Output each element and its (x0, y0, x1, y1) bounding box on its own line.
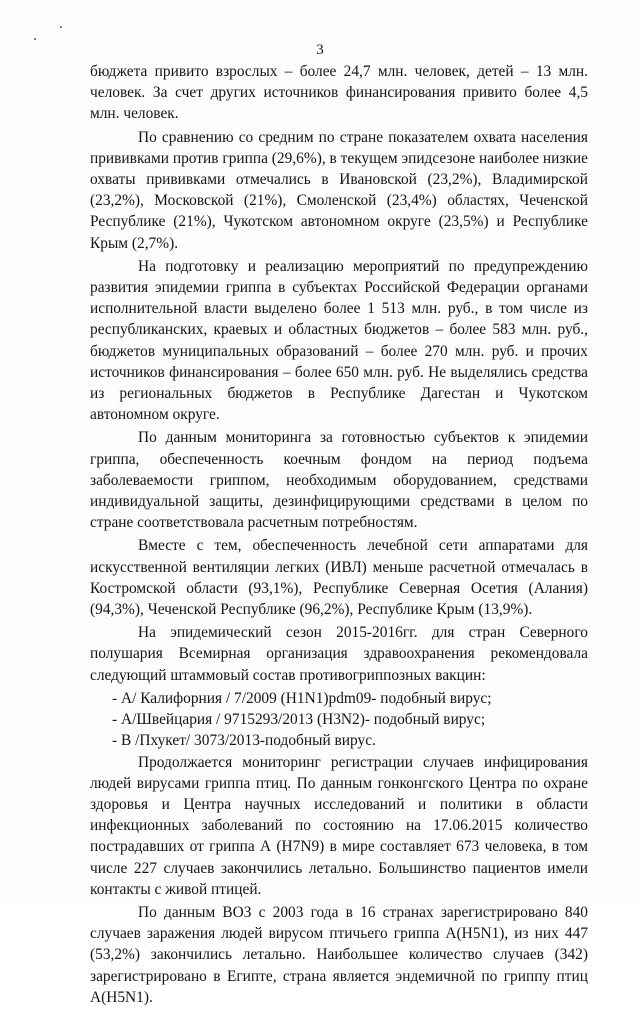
paragraph-ventilators: Вместе с тем, обеспеченность лечебной сети аппаратами для искусственной вентиляции легких (ИВЛ) меньше расчетной отмечалась в Костромской области (93,1%), Республике Северная Осетия (Алания) (94,3%), Чеченской Республике (96,2%), Республике Крым (13,9%). (90, 537, 588, 619)
strain-list-item: - А/ Калифорния / 7/2009 (H1N1)pdm09- подобный вирус; (112, 689, 492, 707)
page-number: 3 (316, 42, 324, 58)
paragraph-coverage-comparison: По сравнению со средним по стране показателем охвата населения прививками против гриппа (29,6%), в текущем эпидсезоне наиболее низкие охваты прививками отмечались в Ивановской (23,2%), Владимирской (23,2%), Московской (21%), Смоленской (23,4%) областях, Чеченской Республике (21%), Чукотском автономном округе (23,5%) и Республике Крым (2,7%). (90, 128, 588, 252)
scan-speck (60, 26, 62, 28)
strain-list-item: - В /Пхукет/ 3073/2013-подобный вирус. (112, 732, 376, 750)
document-body (90, 61, 588, 1010)
paragraph-funding: На подготовку и реализацию мероприятий по предупреждению развития эпидемии гриппа в субъектах Российской Федерации органами исполнительной власти выделено более 1 513 млн. руб., в том числе из республиканских, краевых и областных бюджетов – более 583 млн. руб., бюджетов муниципальных образований – более 270 млн. руб. и прочих источников финансирования – более 650 млн. руб. Не выделялись средства из региональных бюджетов в Республике Дагестан и Чукотском автономном округе. (90, 257, 588, 424)
paragraph-who-recommendation: На эпидемический сезон 2015-2016гг. для стран Северного полушария Всемирная организация здравоохранения рекомендовала следующий штаммовый состав противогриппозных вакцин: (90, 624, 588, 684)
paragraph-vaccination-sources: бюджета привито взрослых – более 24,7 млн. человек, детей – 13 млн. человек. За счет других источников финансирования привито более 4,5 млн. человек. (90, 63, 588, 123)
paragraph-who-h5n1: По данным ВОЗ с 2003 года в 16 странах зарегистрировано 840 случаев заражения людей вирусом птичьего гриппа А(H5N1), из них 447 (53,2%) закончились летально. Наибольшее количество случаев (342) зарегистрировано в Египте, страна является эндемичной по гриппу птиц А(H5N1). (90, 903, 588, 1006)
strain-list-item: - А/Швейцария / 9715293/2013 (H3N2)- подобный вирус; (112, 711, 486, 729)
paragraph-avian-flu-monitoring: Продолжается мониторинг регистрации случаев инфицирования людей вирусами гриппа птиц. По данным гонконгского Центра по охране здоровья и Центра научных исследований и политики в области инфекционных заболеваний по состоянию на 17.06.2015 количество пострадавших от гриппа А (H7N9) в мире составляет 673 человека, в том числе 227 случаев закончились летально. Большинство пациентов имели контакты с живой птицей. (90, 753, 588, 898)
paragraph-readiness-monitoring: По данным мониторинга за готовностью субъектов к эпидемии гриппа, обеспеченность коечным фондом на период подъема заболеваемости гриппом, необходимым оборудованием, средствами индивидуальной защиты, дезинфицирующими средствами в целом по стране соответствовала расчетным потребностям. (90, 429, 588, 532)
